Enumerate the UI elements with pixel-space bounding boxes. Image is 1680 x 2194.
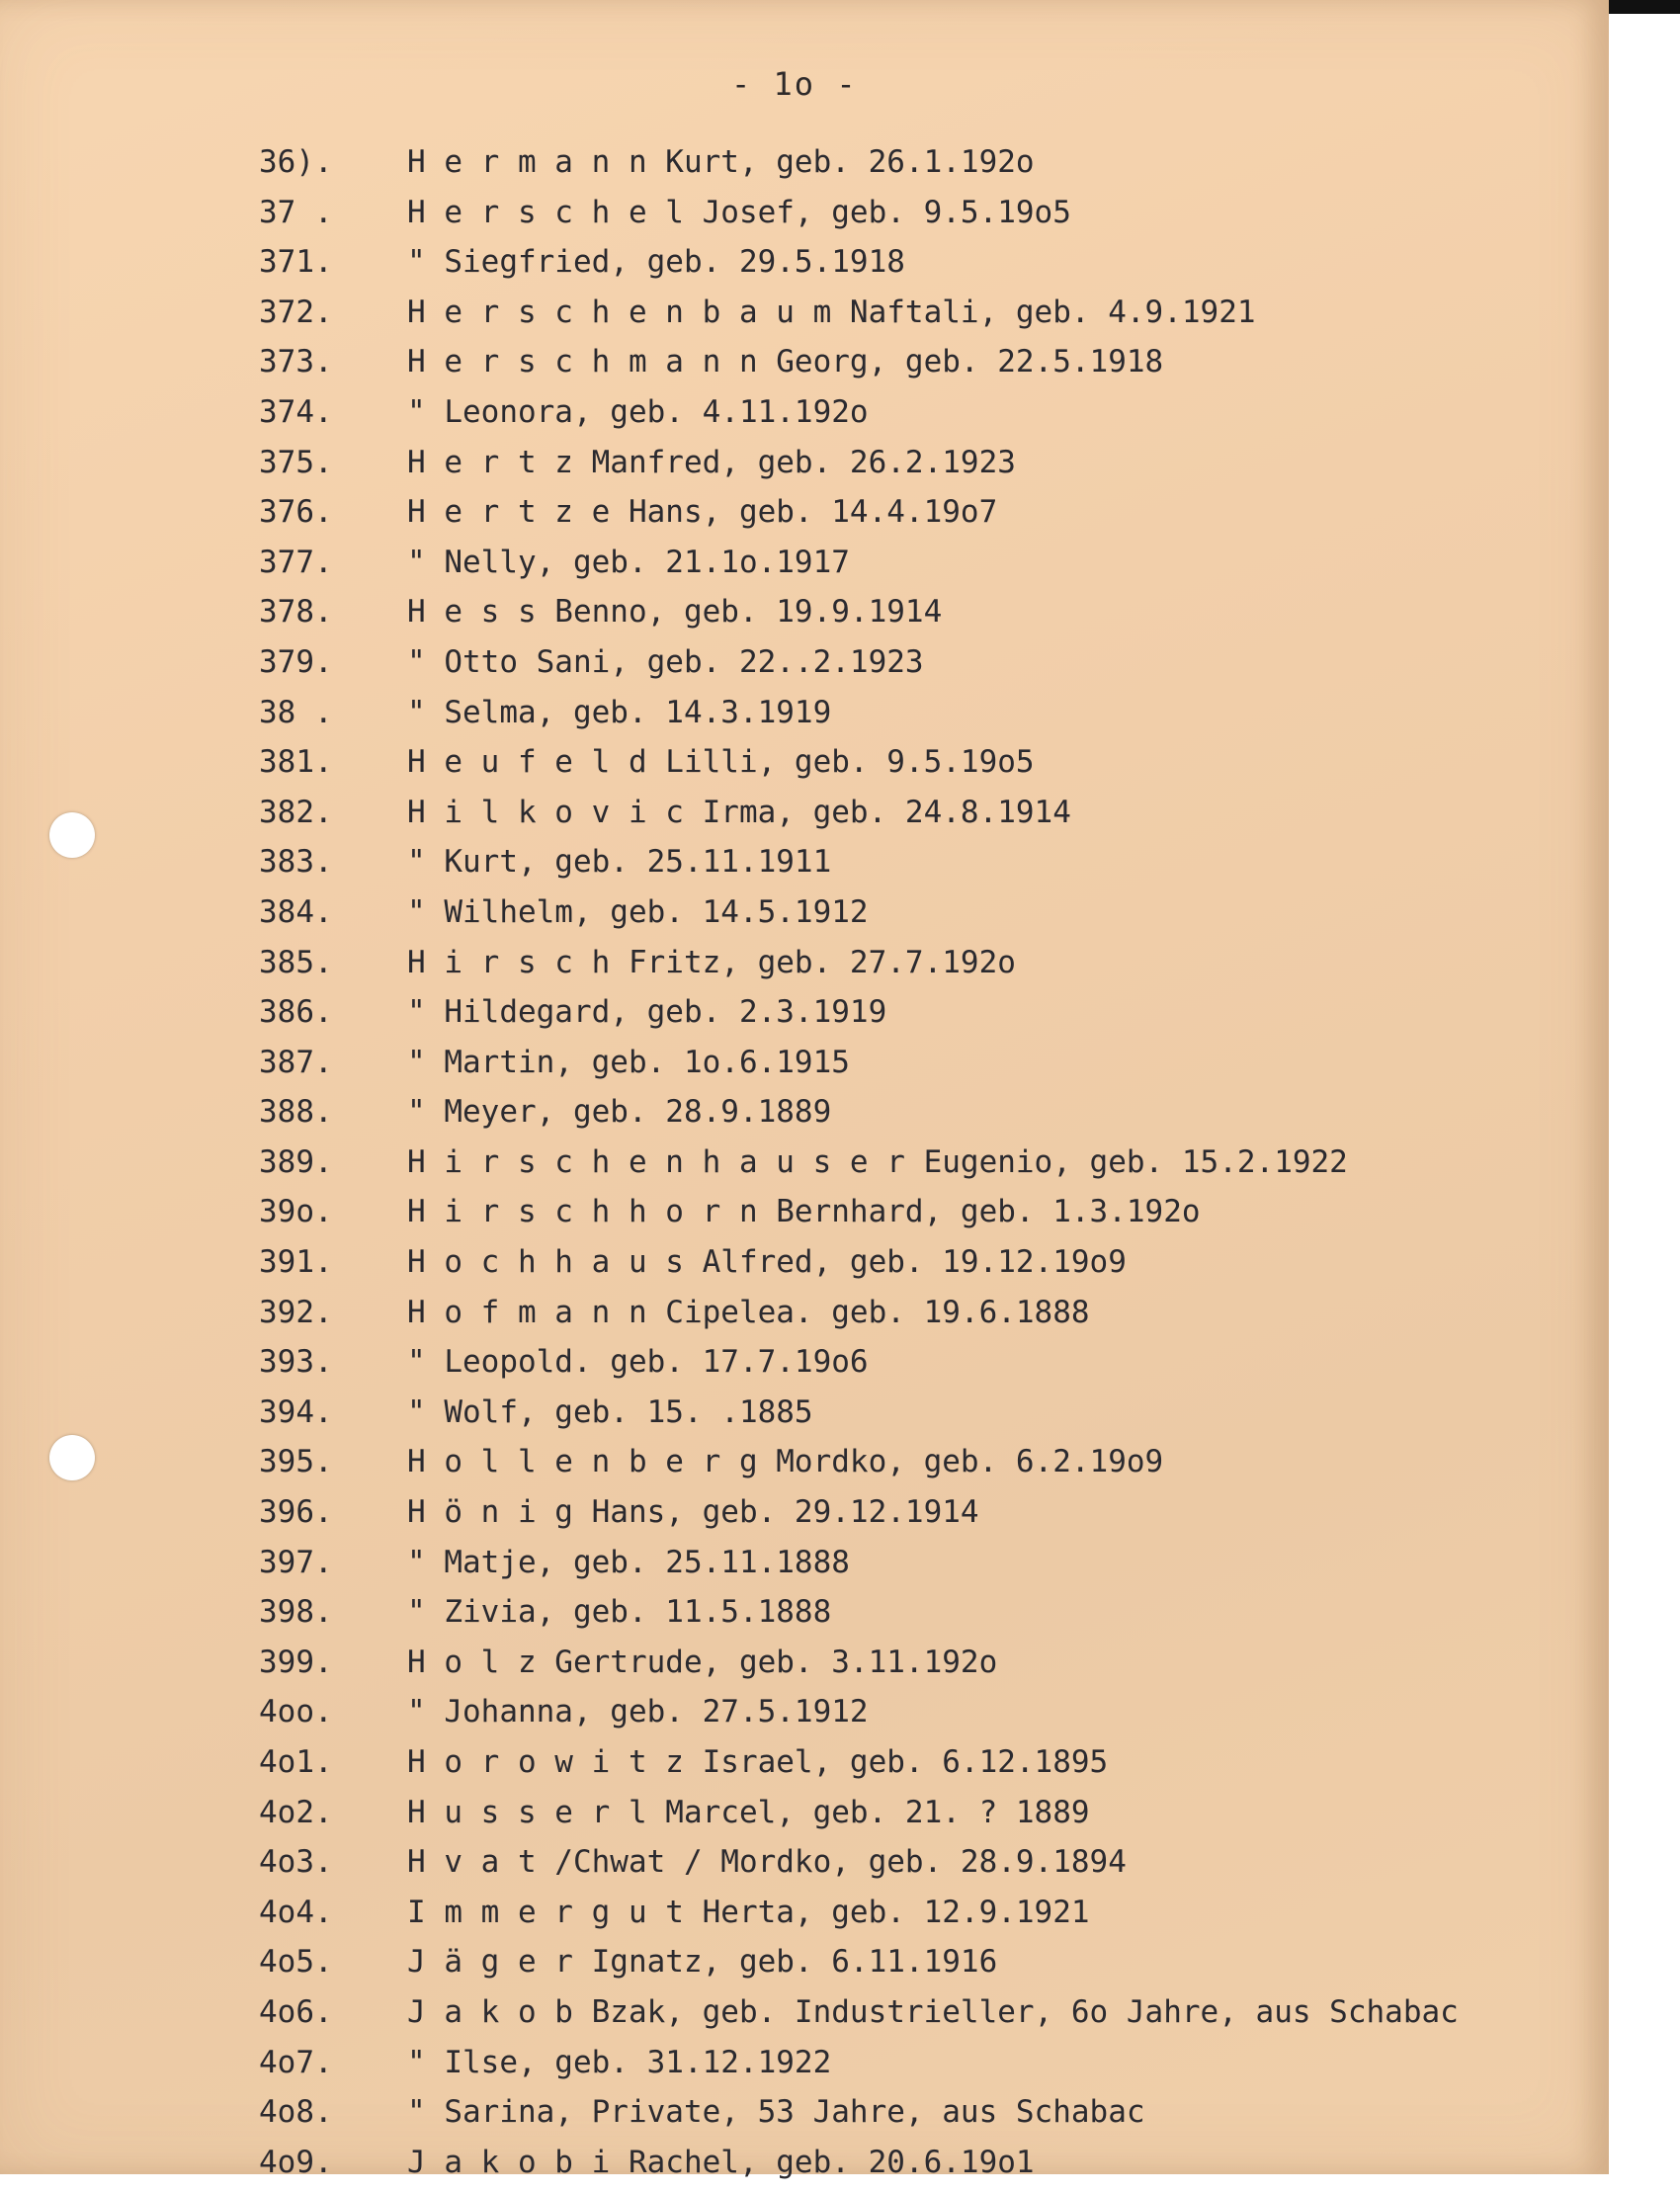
- punch-hole: [49, 812, 95, 858]
- list-item: [0, 2145, 1609, 2194]
- entry-number: 385.: [259, 944, 333, 980]
- list-item: [0, 1094, 1609, 1144]
- entry-number: 4o6.: [259, 1993, 333, 2030]
- entry-text: " Siegfried, geb. 29.5.1918: [407, 244, 905, 281]
- entry-number: 376.: [259, 494, 333, 531]
- name-list: [0, 144, 1609, 2194]
- entry-text: H v a t /Chwat / Mordko, geb. 28.9.1894: [407, 1844, 1127, 1881]
- list-item: [0, 795, 1609, 845]
- entry-text: I m m e r g u t Herta, geb. 12.9.1921: [407, 1894, 1090, 1930]
- list-item: [0, 1994, 1609, 2045]
- entry-text: H o l z Gertrude, geb. 3.11.192o: [407, 1644, 998, 1680]
- entry-number: 371.: [259, 244, 333, 281]
- list-item: [0, 1494, 1609, 1545]
- list-item: [0, 195, 1609, 245]
- entry-text: " Otto Sani, geb. 22..2.1923: [407, 643, 924, 680]
- entry-number: 389.: [259, 1143, 333, 1180]
- entry-text: " Leonora, geb. 4.11.192o: [407, 393, 869, 430]
- list-item: [0, 394, 1609, 445]
- list-item: [0, 1944, 1609, 1994]
- list-item: [0, 1895, 1609, 1945]
- entry-number: 4oo.: [259, 1694, 333, 1730]
- entry-number: 399.: [259, 1644, 333, 1680]
- punch-hole: [49, 1435, 95, 1480]
- entry-number: 36).: [259, 144, 333, 180]
- entry-number: 4o8.: [259, 2094, 333, 2131]
- entry-number: 388.: [259, 1094, 333, 1131]
- entry-text: H e r s c h e n b a u m Naftali, geb. 4.9.1921: [407, 294, 1256, 330]
- list-item: [0, 1645, 1609, 1695]
- entry-text: " Johanna, geb. 27.5.1912: [407, 1694, 869, 1730]
- entry-text: " Kurt, geb. 25.11.1911: [407, 844, 832, 881]
- list-item: [0, 1045, 1609, 1095]
- entry-text: " Sarina, Private, 53 Jahre, aus Schabac: [407, 2094, 1145, 2131]
- list-item: [0, 2045, 1609, 2095]
- list-item: [0, 295, 1609, 345]
- entry-text: H e r s c h m a n n Georg, geb. 22.5.1918: [407, 344, 1164, 380]
- entry-number: 4o7.: [259, 2044, 333, 2080]
- entry-text: H o r o w i t z Israel, geb. 6.12.1895: [407, 1744, 1109, 1780]
- entry-text: H e r t z Manfred, geb. 26.2.1923: [407, 444, 1016, 480]
- entry-number: 39o.: [259, 1194, 333, 1230]
- entry-text: H i r s c h e n h a u s e r Eugenio, geb. 15.2.1922: [407, 1143, 1348, 1180]
- list-item: [0, 1545, 1609, 1595]
- entry-text: H e r s c h e l Josef, geb. 9.5.19o5: [407, 194, 1071, 230]
- entry-number: 382.: [259, 794, 333, 830]
- entry-number: 373.: [259, 344, 333, 380]
- list-item: [0, 2094, 1609, 2145]
- scan-margin: [1609, 0, 1680, 2174]
- entry-text: H i r s c h h o r n Bernhard, geb. 1.3.192o: [407, 1194, 1201, 1230]
- entry-number: 387.: [259, 1044, 333, 1080]
- entry-number: 378.: [259, 594, 333, 631]
- entry-number: 391.: [259, 1244, 333, 1281]
- list-item: [0, 494, 1609, 545]
- list-item: [0, 545, 1609, 595]
- entry-text: H i r s c h Fritz, geb. 27.7.192o: [407, 944, 1016, 980]
- list-item: [0, 695, 1609, 745]
- entry-number: 395.: [259, 1444, 333, 1480]
- entry-text: H i l k o v i c Irma, geb. 24.8.1914: [407, 794, 1071, 830]
- entry-number: 386.: [259, 994, 333, 1031]
- entry-number: 4o5.: [259, 1944, 333, 1981]
- list-item: [0, 1194, 1609, 1244]
- list-item: [0, 1344, 1609, 1394]
- list-item: [0, 744, 1609, 795]
- entry-text: J a k o b i Rachel, geb. 20.6.19o1: [407, 2144, 1035, 2180]
- entry-text: " Hildegard, geb. 2.3.1919: [407, 994, 887, 1031]
- list-item: [0, 344, 1609, 394]
- list-item: [0, 1694, 1609, 1744]
- entry-text: " Wilhelm, geb. 14.5.1912: [407, 893, 869, 930]
- list-item: [0, 644, 1609, 695]
- entry-text: H e s s Benno, geb. 19.9.1914: [407, 594, 943, 631]
- entry-number: 397.: [259, 1544, 333, 1580]
- entry-text: " Selma, geb. 14.3.1919: [407, 694, 832, 730]
- list-item: [0, 144, 1609, 195]
- list-item: [0, 1594, 1609, 1645]
- entry-number: 396.: [259, 1494, 333, 1531]
- entry-text: H o l l e n b e r g Mordko, geb. 6.2.19o9: [407, 1444, 1164, 1480]
- entry-text: H o f m a n n Cipelea. geb. 19.6.1888: [407, 1294, 1090, 1330]
- entry-number: 392.: [259, 1294, 333, 1330]
- entry-number: 384.: [259, 893, 333, 930]
- list-item: [0, 445, 1609, 495]
- entry-number: 4o2.: [259, 1794, 333, 1830]
- entry-text: " Ilse, geb. 31.12.1922: [407, 2044, 832, 2080]
- entry-text: " Matje, geb. 25.11.1888: [407, 1544, 850, 1580]
- entry-text: J a k o b Bzak, geb. Industrieller, 6o Jahre, aus Schabac: [407, 1993, 1459, 2030]
- entry-number: 394.: [259, 1393, 333, 1430]
- entry-text: " Nelly, geb. 21.1o.1917: [407, 544, 850, 580]
- entry-number: 383.: [259, 844, 333, 881]
- list-item: [0, 994, 1609, 1045]
- list-item: [0, 244, 1609, 295]
- list-item: [0, 844, 1609, 894]
- list-item: [0, 894, 1609, 945]
- entry-number: 4o1.: [259, 1744, 333, 1780]
- list-item: [0, 1295, 1609, 1345]
- entry-number: 393.: [259, 1344, 333, 1381]
- entry-text: " Leopold. geb. 17.7.19o6: [407, 1344, 869, 1381]
- list-item: [0, 1444, 1609, 1494]
- entry-number: 4o4.: [259, 1894, 333, 1930]
- entry-number: 37 .: [259, 194, 333, 230]
- list-item: [0, 1844, 1609, 1895]
- entry-number: 4o9.: [259, 2144, 333, 2180]
- entry-text: H e r t z e Hans, geb. 14.4.19o7: [407, 494, 998, 531]
- list-item: [0, 1744, 1609, 1795]
- entry-text: H o c h h a u s Alfred, geb. 19.12.19o9: [407, 1244, 1127, 1281]
- entry-number: 375.: [259, 444, 333, 480]
- entry-text: H e u f e l d Lilli, geb. 9.5.19o5: [407, 744, 1035, 781]
- list-item: [0, 594, 1609, 644]
- scan-edge-mark: [1609, 0, 1680, 14]
- entry-text: " Zivia, geb. 11.5.1888: [407, 1594, 832, 1631]
- list-item: [0, 1244, 1609, 1295]
- entry-number: 372.: [259, 294, 333, 330]
- list-item: [0, 1144, 1609, 1195]
- entry-number: 38 .: [259, 694, 333, 730]
- entry-number: 381.: [259, 744, 333, 781]
- list-item: [0, 945, 1609, 995]
- entry-text: H u s s e r l Marcel, geb. 21. ? 1889: [407, 1794, 1090, 1830]
- list-item: [0, 1795, 1609, 1845]
- page-number: - 1o -: [731, 65, 858, 103]
- entry-text: " Martin, geb. 1o.6.1915: [407, 1044, 850, 1080]
- list-item: [0, 1394, 1609, 1445]
- entry-number: 398.: [259, 1594, 333, 1631]
- entry-number: 379.: [259, 643, 333, 680]
- entry-text: H ö n i g Hans, geb. 29.12.1914: [407, 1494, 979, 1531]
- entry-text: J ä g e r Ignatz, geb. 6.11.1916: [407, 1944, 998, 1981]
- entry-text: " Meyer, geb. 28.9.1889: [407, 1094, 832, 1131]
- entry-text: " Wolf, geb. 15. .1885: [407, 1393, 813, 1430]
- entry-number: 4o3.: [259, 1844, 333, 1881]
- entry-number: 374.: [259, 393, 333, 430]
- entry-text: H e r m a n n Kurt, geb. 26.1.192o: [407, 144, 1035, 180]
- entry-number: 377.: [259, 544, 333, 580]
